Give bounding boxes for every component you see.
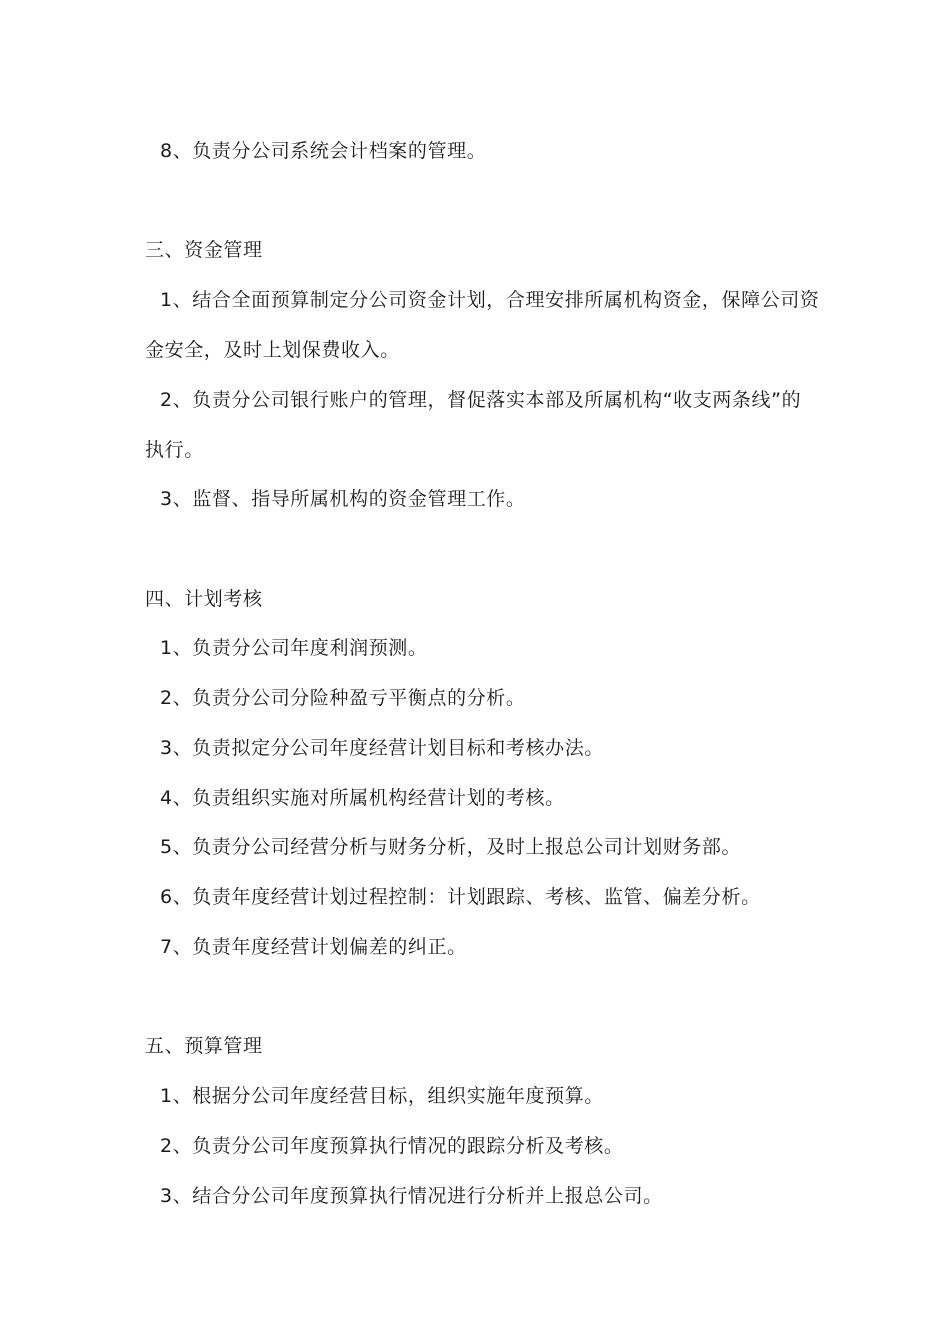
- list-item: 2、负责分公司银行账户的管理，督促落实本部及所属机构“收支两条线”的: [160, 389, 802, 411]
- list-item: 1、结合全面预算制定分公司资金计划，合理安排所属机构资金，保障公司资: [160, 289, 820, 311]
- list-item: 6、负责年度经营计划过程控制：计划跟踪、考核、监管、偏差分析。: [160, 886, 761, 908]
- list-item: 2、负责分公司分险种盈亏平衡点的分析。: [160, 687, 526, 709]
- section-heading-funds: 三、资金管理: [145, 239, 263, 261]
- list-item: 4、负责组织实施对所属机构经营计划的考核。: [160, 787, 565, 809]
- section-heading-plan-assessment: 四、计划考核: [145, 588, 263, 610]
- section-heading-budget: 五、预算管理: [145, 1035, 263, 1057]
- list-item-continuation: 执行。: [145, 439, 204, 461]
- list-item: 3、结合分公司年度预算执行情况进行分析并上报总公司。: [160, 1185, 663, 1207]
- list-item: 1、根据分公司年度经营目标，组织实施年度预算。: [160, 1085, 604, 1107]
- list-item: 1、负责分公司年度利润预测。: [160, 637, 428, 659]
- list-item: 3、负责拟定分公司年度经营计划目标和考核办法。: [160, 737, 604, 759]
- list-item: 2、负责分公司年度预算执行情况的跟踪分析及考核。: [160, 1135, 624, 1157]
- list-item: 5、负责分公司经营分析与财务分析，及时上报总公司计划财务部。: [160, 836, 742, 858]
- list-item: 3、监督、指导所属机构的资金管理工作。: [160, 488, 526, 510]
- list-item: 7、负责年度经营计划偏差的纠正。: [160, 936, 467, 958]
- list-item-continuation: 金安全，及时上划保费收入。: [145, 339, 400, 361]
- list-item: 8、负责分公司系统会计档案的管理。: [160, 140, 487, 162]
